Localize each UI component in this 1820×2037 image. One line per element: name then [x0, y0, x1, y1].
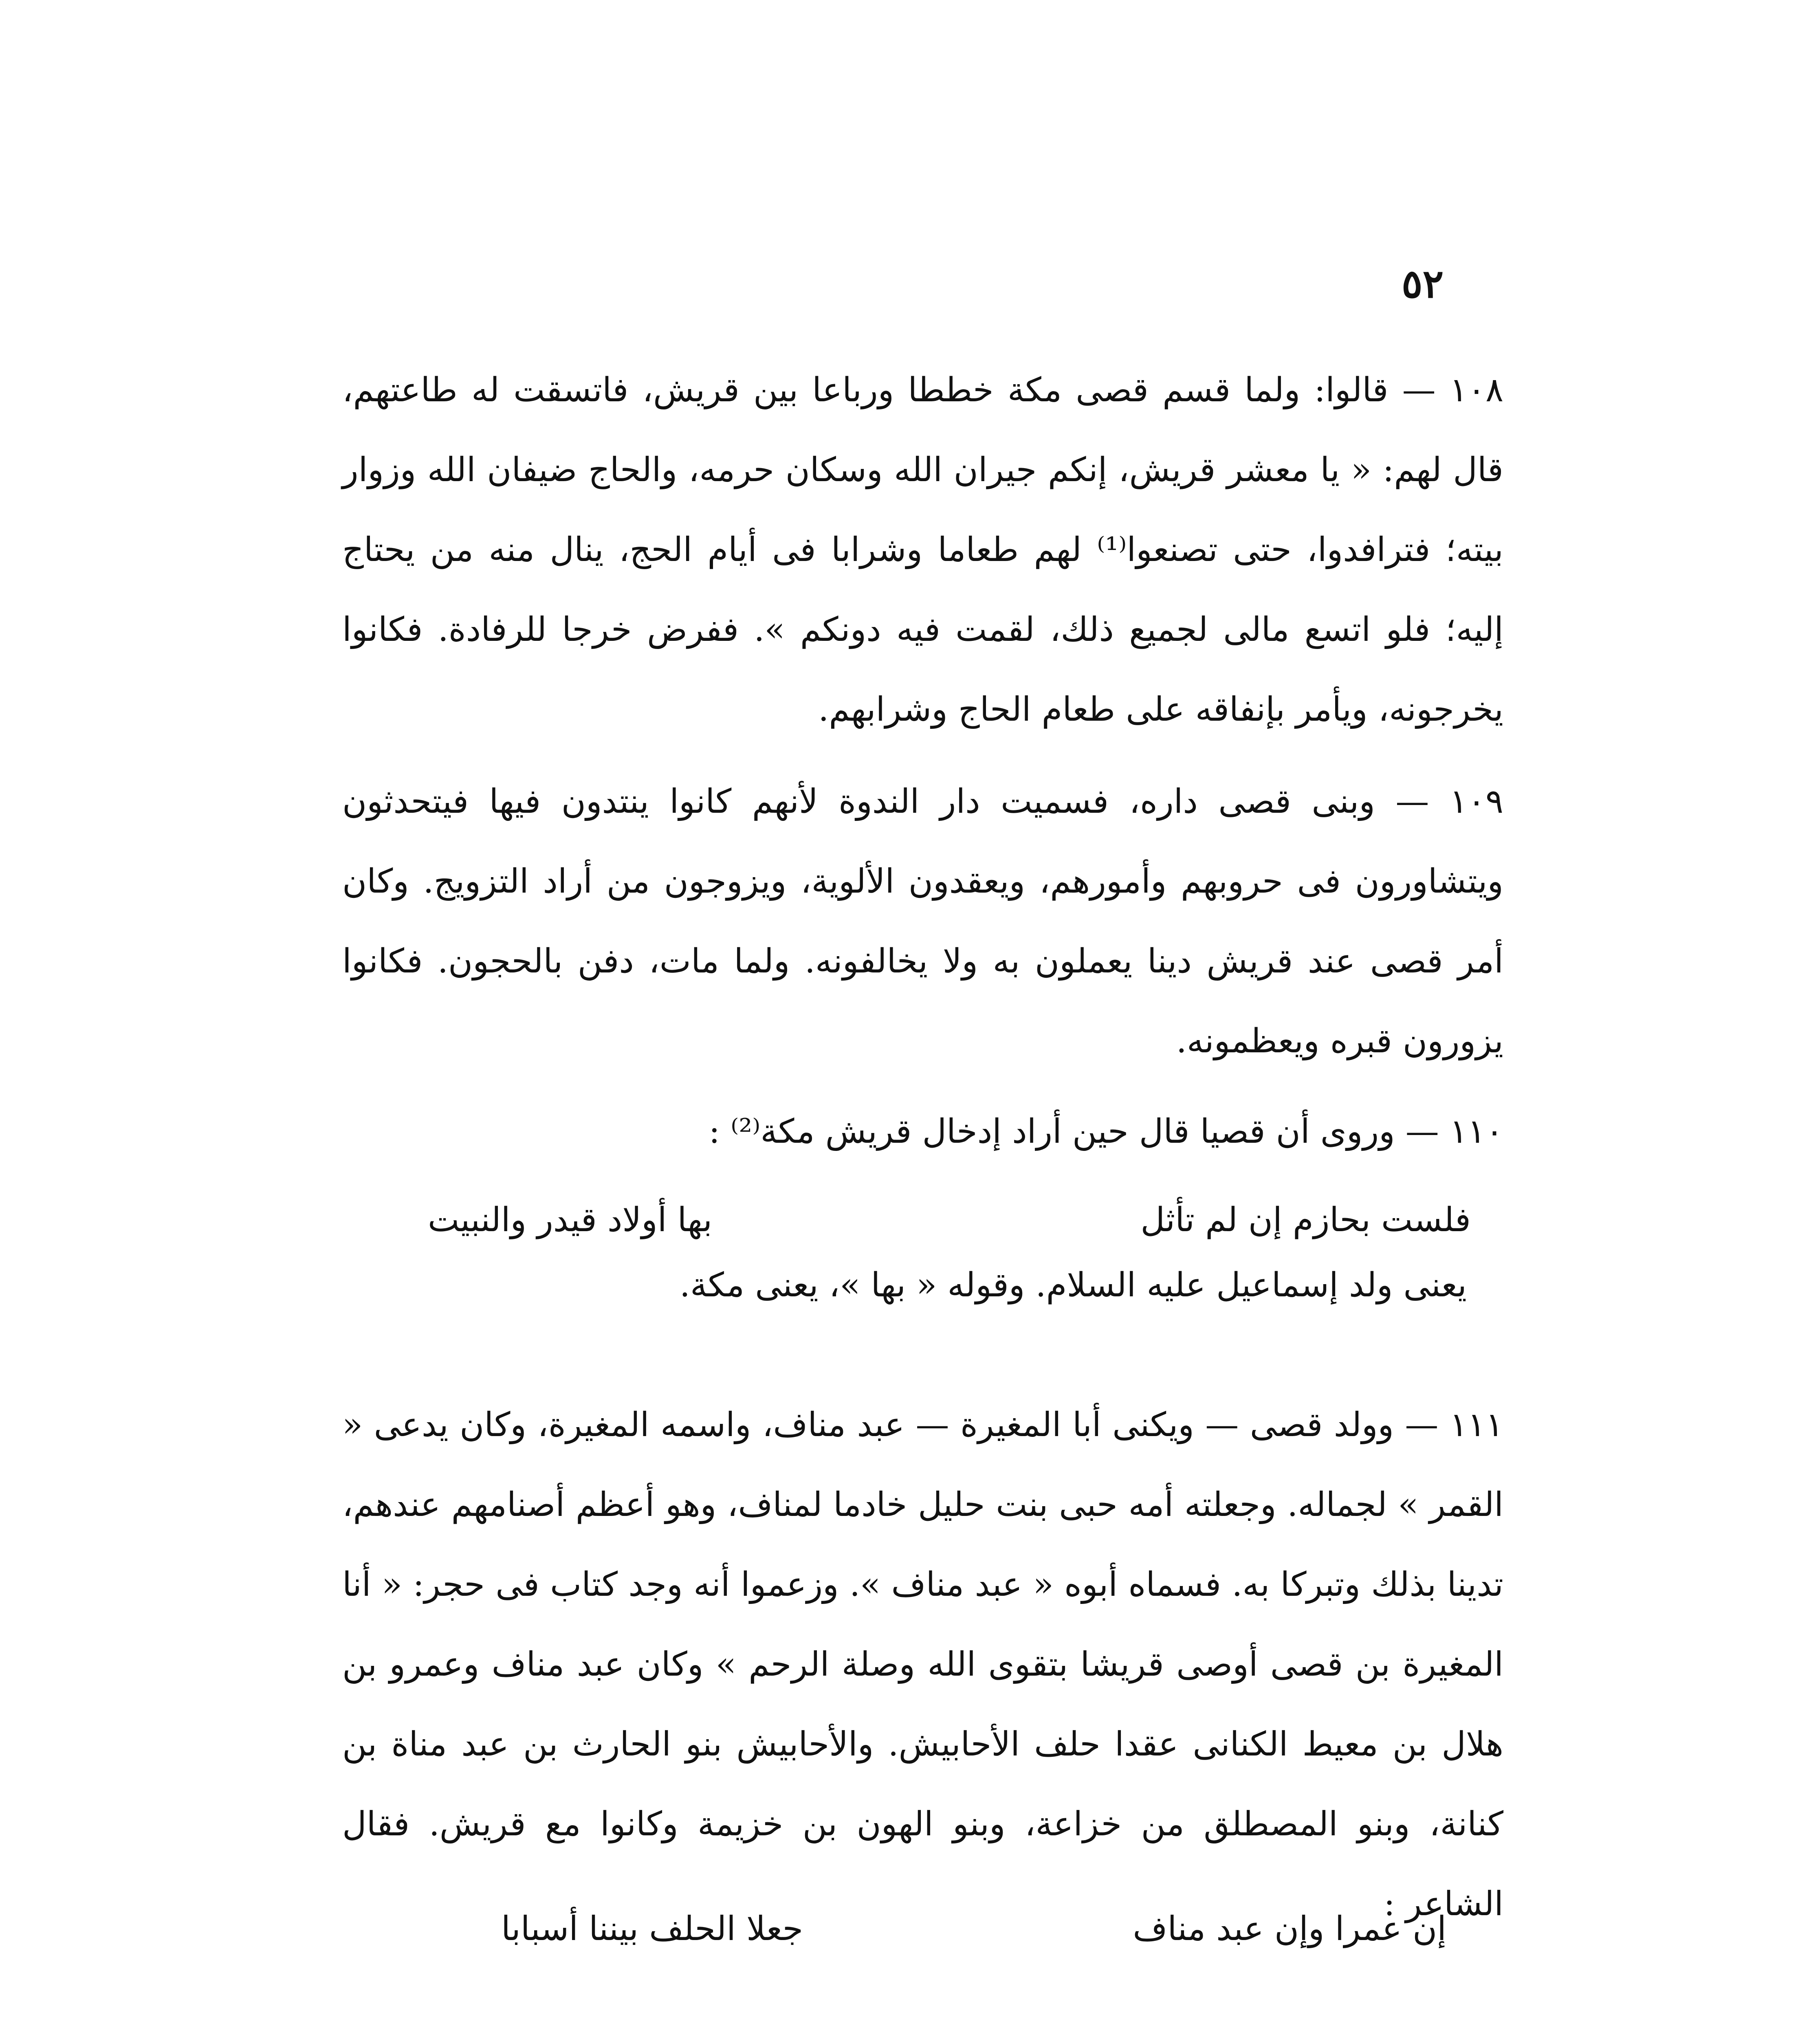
paragraph-109	[342, 762, 1503, 1081]
verse-1-first-hemistich: فلست بحازم إن لم تأثل	[1140, 1201, 1471, 1239]
paragraph-110-text: ١١٠ — وروى أن قصيا قال حين أراد إدخال قريش مكة⁽²⁾ :	[709, 1112, 1503, 1151]
paragraph-111	[342, 1385, 1503, 1944]
paragraph-108-text: ١٠٨ — قالوا: ولما قسم قصى مكة خططا ورباعا بين قريش، فاتسقت له طاعتهم، قال لهم: « يا معشر قريش، إنكم جيران الله وسكان حرمه، والحاج ضيفان الله وزوار بيته؛ فترافدوا، حتى تصنعوا⁽¹⁾ لهم طعاما وشرابا فى أيام الحج، ينال منه من يحتاج إليه؛ فلو اتسع مالى لجميع ذلك، لقمت فيه دونكم ». ففرض خرجا للرفادة. فكانوا يخرجونه، ويأمر بإنفاقه على طعام الحاج وشرابهم.	[342, 371, 1503, 729]
verse-1-commentary: يعنى ولد إسماعيل عليه السلام. وقوله « بها »، يعنى مكة.	[679, 1266, 1467, 1304]
paragraph-109-text: ١٠٩ — وبنى قصى داره، فسميت دار الندوة لأنهم كانوا ينتدون فيها فيتحدثون ويتشاورون فى حروبهم وأمورهم، ويعقدون الألوية، ويزوجون من أراد التزويج. وكان أمر قصى عند قريش دينا يعملون به ولا يخالفونه. ولما مات، دفن بالحجون. فكانوا يزورون قبره ويعظمونه.	[342, 782, 1503, 1060]
paragraph-111-continuation-text	[342, 2025, 1503, 2037]
page-number: ٥٢	[1402, 261, 1444, 307]
paragraph-111-text: ١١١ — وولد قصى — ويكنى أبا المغيرة — عبد مناف، واسمه المغيرة، وكان يدعى « القمر » لجماله. وجعلته أمه حبى بنت حليل خادما لمناف، وهو أعظم أصنامهم عندهم، تدينا بذلك وتبركا به. فسماه أبوه « عبد مناف ». وزعموا أنه وجد كتاب فى حجر: « أنا المغيرة بن قصى أوصى قريشا بتقوى الله وصلة الرحم » وكان عبد مناف وعمرو بن هلال بن معيط الكنانى عقدا حلف الأحابيش. والأحابيش بنو الحارث بن عبد مناة بن كنانة، وبنو المصطلق من خزاعة، وبنو الهون بن خزيمة وكانوا مع قريش. فقال الشاعر :	[342, 1406, 1503, 1923]
poem-verse-2	[501, 1898, 1446, 1960]
paragraph-111-continuation	[342, 2025, 1503, 2037]
paragraph-110	[342, 1092, 1503, 1172]
paragraph-108	[342, 350, 1503, 750]
poem-verse-1	[428, 1190, 1471, 1251]
verse-2-first-hemistich: إن عمرا وإن عبد مناف	[1133, 1909, 1446, 1948]
verse-1-second-hemistich: بها أولاد قيدر والنبيت	[428, 1201, 713, 1239]
verse-2-second-hemistich: جعلا الحلف بيننا أسبابا	[501, 1909, 803, 1948]
